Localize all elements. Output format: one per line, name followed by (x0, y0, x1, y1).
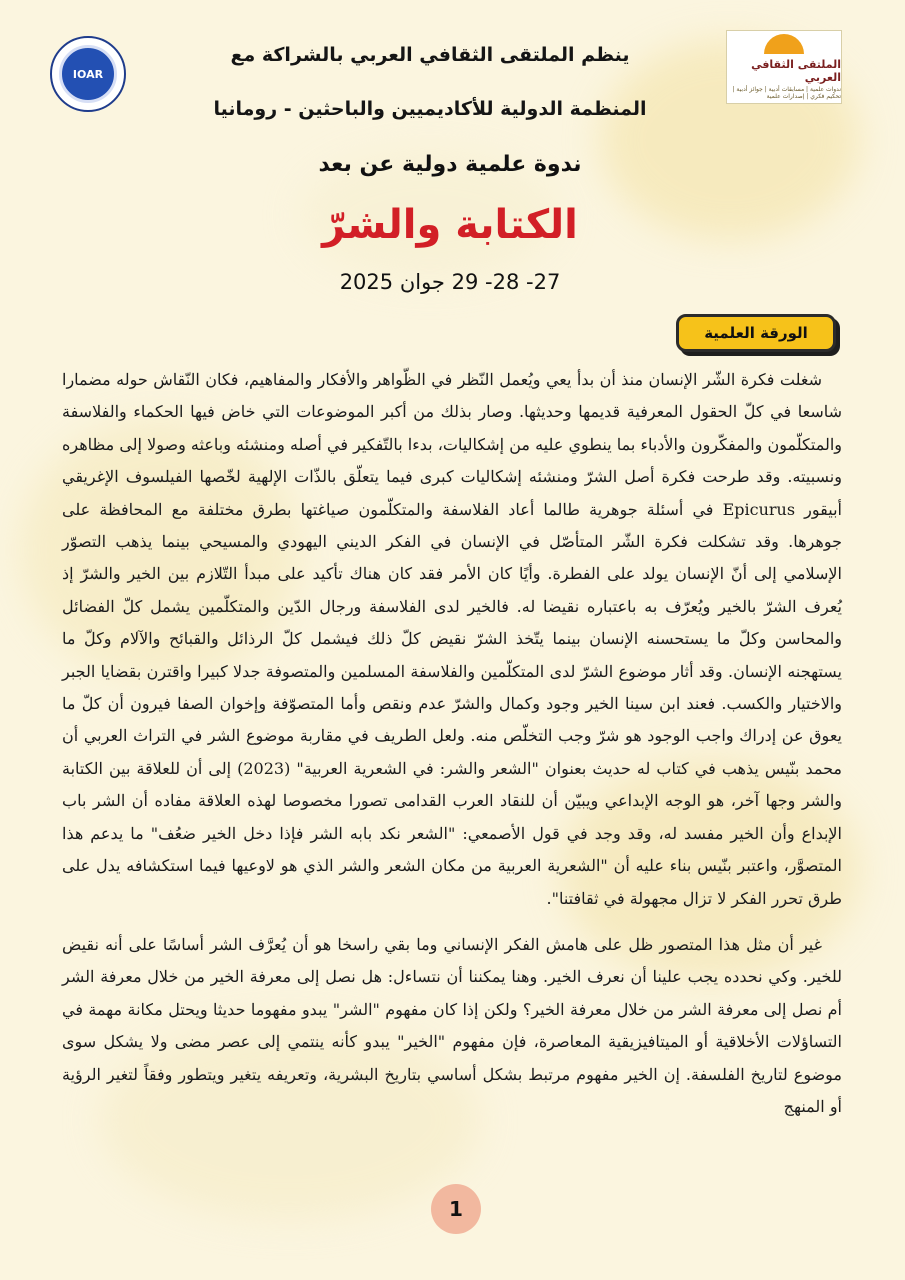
sun-book-icon (764, 34, 804, 54)
partner-line: المنظمة الدولية للأكاديميين والباحثين - رومانيا (213, 98, 647, 120)
event-subtitle: ندوة علمية دولية عن بعد (318, 152, 582, 177)
arab-cultural-forum-logo (726, 30, 842, 104)
concept-paper-body (62, 364, 842, 1123)
logo-name: الملتقى الثقافي العربي (751, 58, 841, 84)
ioar-logo-text: IOAR (59, 45, 117, 103)
event-title: الكتابة والشرّ (322, 202, 578, 248)
paragraph: شغلت فكرة الشّر الإنسان منذ أن بدأ يعي ويُعمل النّظر في الظّواهر والأفكار والمفاهيم، فكان النّقاش حوله مضمارا شاسعا في كلّ الحقول المعرفية قديمها وحديثها. وصار بذلك من أكبر الموضوعات التي خاض فيها الحكماء والفلاسفة والمتكلّمون والمفكّرون والأدباء بما ينطوي عليه من إشكاليات، بدءا بالتّفكير في أصله ومنشئه وباعثه وصولا إلى مظاهره ونسبيته. وقد طرحت فكرة أصل الشرّ ومنشئه إشكاليات كبرى فيما يتعلّق بالذّات الإلهية لخّصها الفيلسوف الإغريقي أبيقور Epicurus في أسئلة جوهرية طالما أعاد الفلاسفة والمتكلّمون صياغتها بطرق مختلفة مع المحافظة على جوهرها. وقد تشكلت فكرة الشّر المتأصّل في الإنسان في الفكر الديني اليهودي والمسيحي بينما يذهب التصوّر الإسلامي إلى أنّ الإنسان يولد على الفطرة. وأيًا كان الأمر فقد كان هناك تأكيد على مبدأ التّلازم بين الخير والشرّ إذ يُعرف الشرّ بالخير ويُعرّف به باعتباره نقيضا له. فالخير لدى الفلاسفة ورجال الدّين والمتكلّمين يشمل كلّ الفضائل والمحاسن وكلّ ما يستحسنه الإنسان بينما يتّخذ الشرّ نقيض كلّ ذلك فيشمل كلّ الرذائل والقبائح والآلام وكلّ ما يستهجنه الإنسان. وقد أثار موضوع الشرّ لدى المتكلّمين والفلاسفة المسلمين والمتصوفة جدلا كبيرا واقترن بقضايا الجبر والاختيار والكسب. فعند ابن سينا الخير وجود وكمال والشرّ عدم ونقص وأما المتصوّفة وإخوان الصفا فيرون أن كلّ ما يعوق عن إدراك واجب الوجود هو شرّ وجب التخلّص منه. ولعل الطريف في مقاربة موضوع الشر في التراث العربي أن محمد بنّيس يذهب في كتاب له حديث بعنوان "الشعر والشر: في الشعرية العربية" (2023) إلى أن للعلاقة بين الكتابة والشر وجها آخر، هو الوجه الإبداعي ويبيّن أن للنقاد العرب القدامى تصورا مخصوصا لهذه العلاقة مفاده أن الشر باب الإبداع وأن الخير مفسد له، وقد وجد في قول الأصمعي: "الشعر نكد بابه الشر فإذا دخل الخير ضعُف" ما يدعم هذا المتصوَّر، واعتبر بنّيس بناء عليه أن "الشعرية العربية من مكان الشعر والشر الذي هو لاوعيها فيما استكشافه يدل على طرق تحرر الفكر لا تزال مجهولة في ثقافتنا". (62, 370, 843, 908)
organizer-line: ينظم الملتقى الثقافي العربي بالشراكة مع (230, 44, 630, 66)
page-number: 1 (431, 1184, 481, 1234)
ioar-logo (50, 36, 126, 112)
section-badge: الورقة العلمية (676, 314, 836, 352)
paragraph: غير أن مثل هذا المتصور ظل على هامش الفكر الإنساني وما بقي راسخا هو أن يُعرَّف الشر أساسًا على أنه نقيض للخير. وكي نحدده يجب علينا أن نعرف الخير. وهنا يمكننا أن نتساءل: هل نصل إلى معرفة الخير من خلال معرفة الشر أم نصل إلى معرفة الشر من خلال معرفة الخير؟ ولكن إذا كان مفهوم "الشر" يبدو مفهوما حديثا ويحتل مكانة مهمة في التساؤلات الأخلاقية أو الميتافيزيقية المعاصرة، فإن مفهوم "الخير" يبدو كأنه ينتمي إلى عصر مضى ولا يشكل سوى موضوع لتاريخ الفلسفة. إن الخير مفهوم مرتبط بشكل أساسي بتاريخ البشرية، وتعريفه يتغير ويتطور وفقاً لتغير الرؤية أو المنهج (62, 934, 842, 1116)
logo-tagline: ندوات علمية | مسابقات أدبية | جوائز أدبية | تحكيم فكري | إصدارات علمية (732, 86, 841, 100)
event-dates: 27- 28- 29 جوان 2025 (339, 270, 561, 294)
